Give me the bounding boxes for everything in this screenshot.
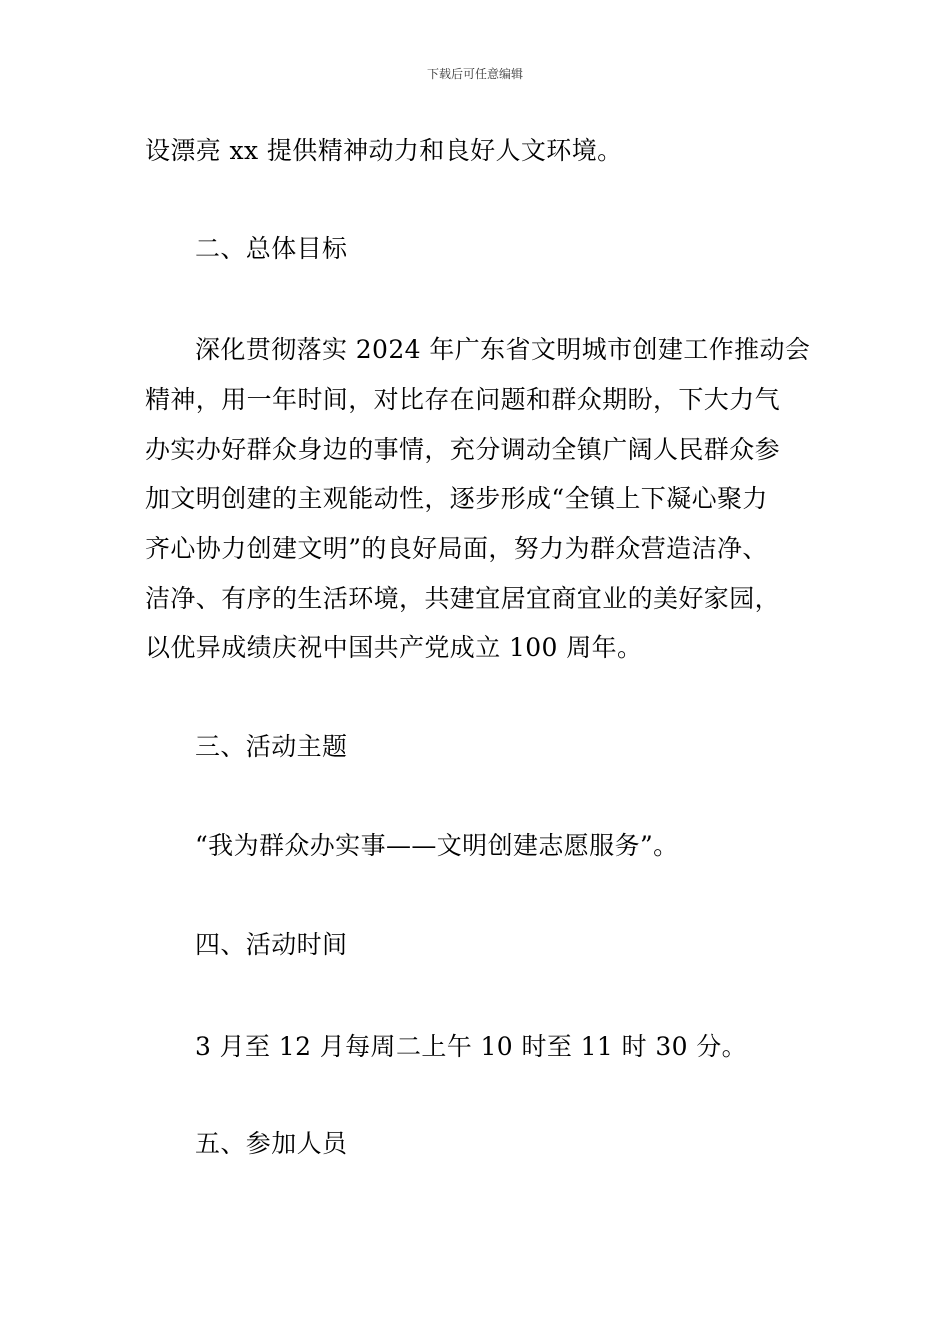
paragraph-line-theme: “我为群众办实事——文明创建志愿服务”。: [195, 831, 679, 860]
paragraph-line: 深化贯彻落实 2024 年广东省文明城市创建工作推动会: [195, 335, 811, 364]
section-heading-participants: 五、参加人员: [195, 1129, 348, 1158]
section-heading-activity-theme: 三、活动主题: [195, 732, 348, 761]
section-heading-activity-time: 四、活动时间: [195, 930, 348, 959]
paragraph-line: 以优异成绩庆祝中国共产党成立 100 周年。: [145, 633, 643, 662]
paragraph-line: 加文明创建的主观能动性，逐步形成“全镇上下凝心聚力: [145, 484, 768, 513]
paragraph-line-time: 3 月至 12 月每周二上午 10 时至 11 时 30 分。: [195, 1032, 748, 1061]
paragraph-line: 办实办好群众身边的事情，充分调动全镇广阔人民群众参: [145, 435, 781, 464]
page-header-note: 下载后可任意编辑: [426, 67, 523, 81]
paragraph-line: 洁净、有序的生活环境，共建宜居宜商宜业的美好家园，: [145, 584, 781, 613]
paragraph-line: 精神，用一年时间，对比存在问题和群众期盼，下大力气: [145, 385, 781, 414]
paragraph-line: 齐心协力创建文明”的良好局面，努力为群众营造洁净、: [145, 534, 768, 563]
paragraph-line-continuation: 设漂亮 xx 提供精神动力和良好人文环境。: [145, 136, 623, 165]
section-heading-overall-goals: 二、总体目标: [195, 234, 348, 263]
